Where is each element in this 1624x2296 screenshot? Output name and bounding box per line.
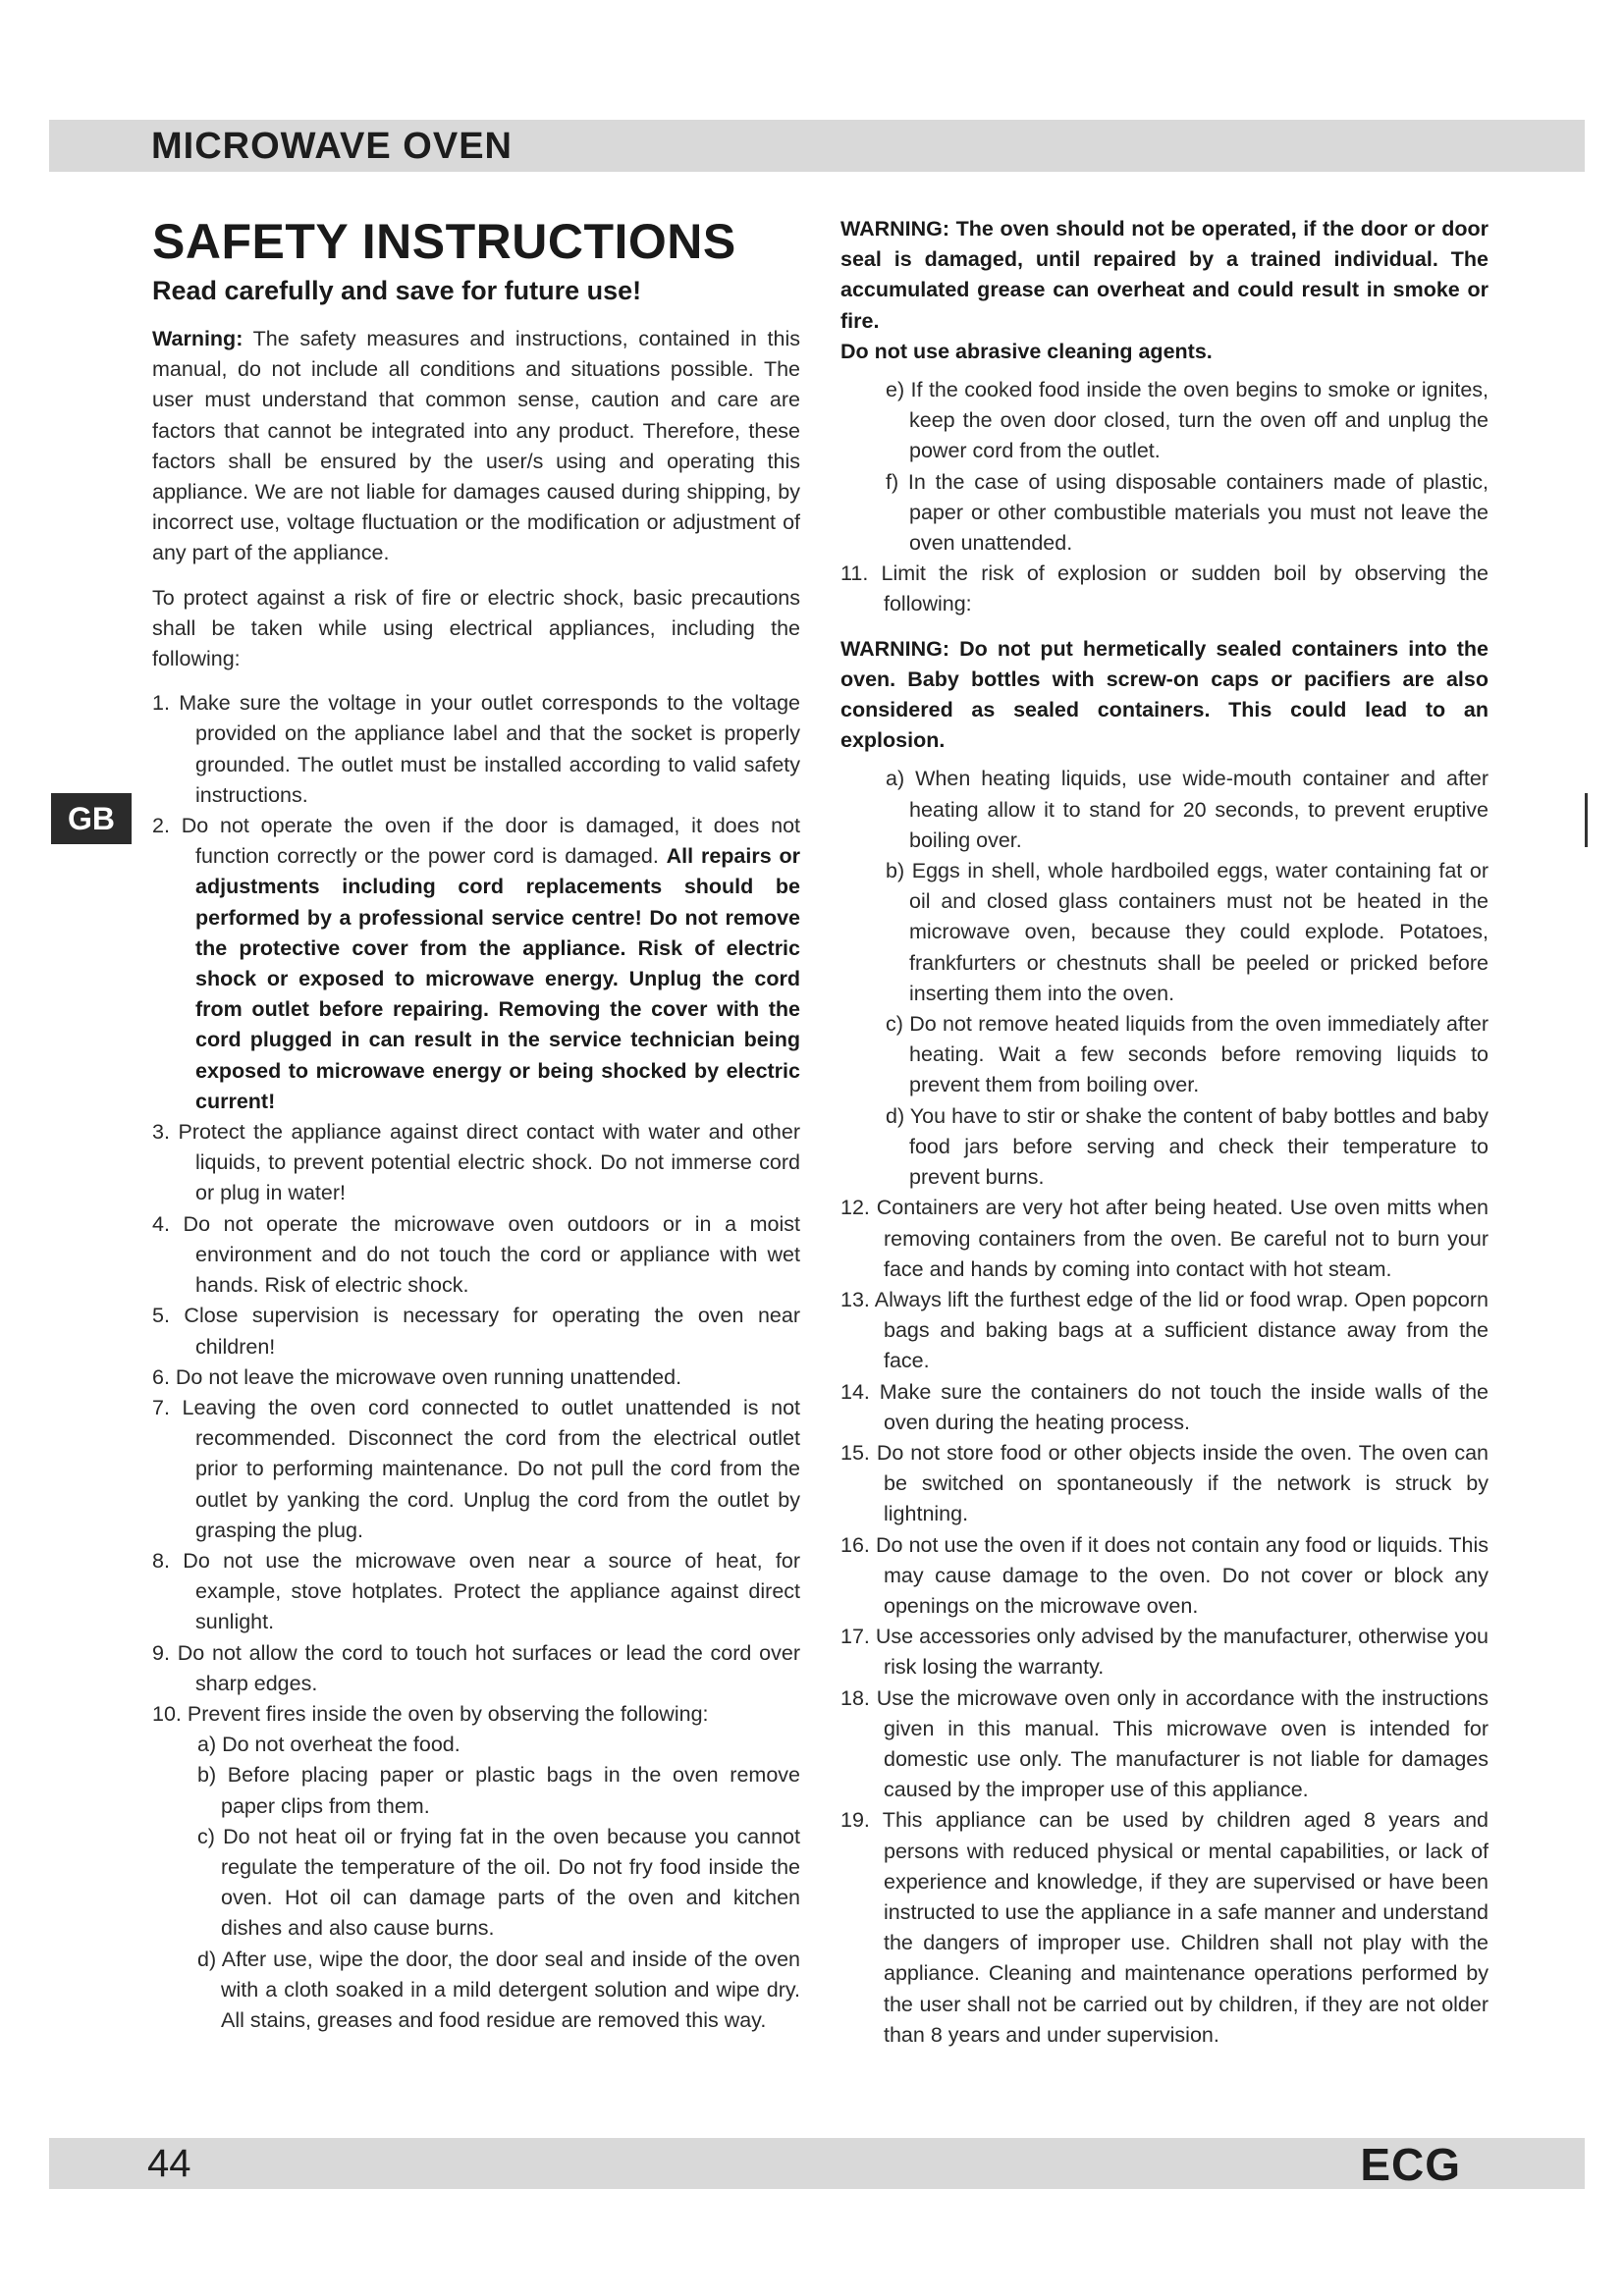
list-item: 17. Use accessories only advised by the manufacturer, otherwise you risk losing the warranty. xyxy=(840,1625,1489,1680)
sub-item: c) Do not heat oil or frying fat in the oven because you cannot regulate the temperature of the oil. Do not fry food inside the oven. Hot oil can damage parts of the oven and kitchen dishes and also cause burns. xyxy=(197,1824,800,1941)
warning-paragraph xyxy=(152,324,800,569)
sub-item: a) Do not overheat the food. xyxy=(197,1733,460,1757)
list-item: 10. Prevent fires inside the oven by observing the following: xyxy=(152,1701,709,1726)
list-item: 8. Do not use the microwave oven near a source of heat, for example, stove hotplates. Protect the appliance against direct sunlight. xyxy=(152,1548,800,1634)
item2-bold-text: All repairs or adjustments including cord replacements should be performed by a professional service centre! Do not remove the protective cover from the appliance. Risk of electric shock or exposed to microwave energy. Unplug the cord from outlet before repairing. Removing the cover with the cord plugged in can result in the service technician being exposed to microwave energy or being shocked by electric current! xyxy=(195,844,800,1113)
list-item: 4. Do not operate the microwave oven outdoors or in a moist environment and do not touch the cord or appliance with wet hands. Risk of electric shock. xyxy=(152,1211,800,1298)
sub-item: a) When heating liquids, use wide-mouth container and after heating allow it to stand for 20 seconds, to prevent eruptive boiling over. xyxy=(886,767,1489,852)
warning-door-seal: WARNING: The oven should not be operated, if the door or door seal is damaged, until repaired by a trained individual. The accumulated grease can overheat and could result in smoke or fire. xyxy=(840,217,1489,333)
warning-text: The safety measures and instructions, contained in this manual, do not include all conditions and situations possible. The user must understand that common sense, caution and care are factors that cannot be integrated into any product. Therefore, these factors shall be ensured by the user/s using and operating this appliance. We are not liable for damages caused during shipping, by incorrect use, voltage fluctuation or the modification or adjustment of any part of the appliance. xyxy=(152,327,800,565)
sub-item: c) Do not remove heated liquids from the oven immediately after heating. Wait a few seconds before removing liquids to prevent them from boiling over. xyxy=(886,1012,1489,1097)
section-title: MICROWAVE OVEN xyxy=(151,126,513,167)
sub-item: b) Before placing paper or plastic bags in the oven remove paper clips from them. xyxy=(197,1763,800,1818)
item2-text: 2. Do not operate the oven if the door is damaged, it does not function correctly or the power cord is damaged. xyxy=(152,814,800,869)
language-tab: GB xyxy=(51,793,132,844)
list-item: 6. Do not leave the microwave oven running unattended. xyxy=(152,1364,682,1389)
footer-bar xyxy=(49,2138,1585,2189)
list-item xyxy=(152,811,800,1117)
list-item: 14. Make sure the containers do not touch the inside walls of the oven during the heating process. xyxy=(840,1379,1489,1434)
margin-marker xyxy=(1585,793,1588,847)
list-item: 9. Do not allow the cord to touch hot surfaces or lead the cord over sharp edges. xyxy=(152,1640,800,1695)
page-subtitle: Read carefully and save for future use! xyxy=(152,276,642,305)
sub-item: f) In the case of using disposable containers made of plastic, paper or other combustible materials you must not leave the oven unattended. xyxy=(886,469,1489,556)
left-column xyxy=(152,214,800,2036)
sub-item: d) After use, wipe the door, the door seal and inside of the oven with a cloth soaked in a mild detergent solution and wipe dry. All stains, greases and food residue are removed this way. xyxy=(197,1947,800,2032)
list-item: 7. Leaving the oven cord connected to outlet unattended is not recommended. Disconnect the cord from the electrical outlet prior to performing maintenance. Do not pull the cord from the outlet by yanking the cord. Unplug the cord from the outlet by grasping the plug. xyxy=(152,1395,800,1542)
page-number: 44 xyxy=(147,2142,191,2185)
sub-item: e) If the cooked food inside the oven begins to smoke or ignites, keep the oven door closed, turn the oven off and unplug the power cord from the outlet. xyxy=(886,378,1489,463)
header-bar xyxy=(49,120,1585,172)
right-column xyxy=(840,214,1489,2051)
list-item: 3. Protect the appliance against direct contact with water and other liquids, to prevent potential electric shock. Do not immerse cord or plug in water! xyxy=(152,1120,800,1205)
brand-logo: ECG xyxy=(1360,2139,1461,2190)
list-item: 5. Close supervision is necessary for operating the oven near children! xyxy=(152,1304,800,1359)
list-item: 11. Limit the risk of explosion or sudden boil by observing the following: xyxy=(840,561,1489,616)
abrasive-warning: Do not use abrasive cleaning agents. xyxy=(840,339,1213,363)
sub-item: d) You have to stir or shake the content of baby bottles and baby food jars before serving and check their temperature to prevent burns. xyxy=(886,1103,1489,1190)
intro-paragraph: To protect against a risk of fire or electric shock, basic precautions shall be taken while using electrical appliances, including the following: xyxy=(152,585,800,671)
list-item: 12. Containers are very hot after being heated. Use oven mitts when removing containers from the oven. Be careful not to burn your face and hands by coming into contact with hot steam. xyxy=(840,1196,1489,1281)
sub-item: b) Eggs in shell, whole hardboiled eggs, water containing fat or oil and closed glass containers must not be heated in the microwave oven, because they could explode. Potatoes, frankfurters or chestnuts shall be peeled or pricked before inserting them into the oven. xyxy=(886,859,1489,1005)
page-title: SAFETY INSTRUCTIONS xyxy=(152,214,736,269)
list-item: 16. Do not use the oven if it does not contain any food or liquids. This may cause damage to the oven. Do not cover or block any openings on the microwave oven. xyxy=(840,1532,1489,1618)
list-item: 18. Use the microwave oven only in accordance with the instructions given in this manual. This microwave oven is intended for domestic use only. The manufacturer is not liable for damages caused by the improper use of this appliance. xyxy=(840,1685,1489,1802)
warning-sealed-containers: WARNING: Do not put hermetically sealed containers into the oven. Baby bottles with screw-on caps or pacifiers are also considered as sealed containers. This could lead to an explosion. xyxy=(840,636,1489,753)
list-item: 15. Do not store food or other objects inside the oven. The oven can be switched on spontaneously if the network is struck by lightning. xyxy=(840,1440,1489,1526)
list-item: 13. Always lift the furthest edge of the lid or food wrap. Open popcorn bags and baking bags at a sufficient distance away from the face. xyxy=(840,1287,1489,1373)
list-item: 1. Make sure the voltage in your outlet corresponds to the voltage provided on the appliance label and that the socket is properly grounded. The outlet must be installed according to valid safety instructions. xyxy=(152,691,800,807)
list-item: 19. This appliance can be used by children aged 8 years and persons with reduced physical or mental capabilities, or lack of experience and knowledge, if they are supervised or have been instructed to use the appliance in a safe manner and understand the dangers of improper use. Children shall not play with the appliance. Cleaning and maintenance operations performed by the user shall not be carried out by children, if they are not older than 8 years and under supervision. xyxy=(840,1808,1489,2047)
warning-label: Warning: xyxy=(152,327,244,350)
